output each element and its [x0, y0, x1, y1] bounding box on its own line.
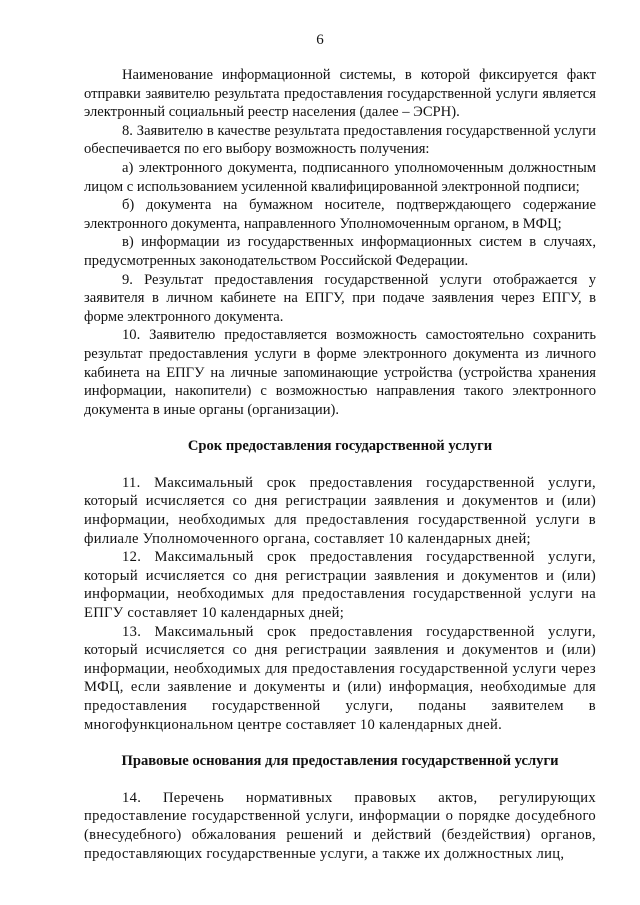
- section-intro: [84, 66, 596, 419]
- paragraph-11: 11. Максимальный срок предоставления государственной услуги, который исчисляется со дня регистрации заявления и документов и (или) информации, необходимых для предоставления государственной услуги в филиале Уполномоченного органа, составляет 10 календарных дней;: [84, 474, 596, 547]
- section-term: [84, 474, 596, 734]
- section-heading-term: Срок предоставления государственной услуги: [187, 438, 493, 455]
- paragraph-8b: б) документа на бумажном носителе, подтверждающего содержание электронного документа, направленного Уполномоченным органом, в МФЦ;: [84, 197, 596, 232]
- paragraph-8a: а) электронного документа, подписанного уполномоченным должностным лицом с использованием усиленной квалифицированной электронной подписи;: [84, 159, 596, 195]
- paragraph-9: 9. Результат предоставления государственной услуги отображается у заявителя в личном кабинете на ЕПГУ, при подаче заявления через ЕПГУ, в форме электронного документа.: [84, 271, 596, 325]
- section-legal: [84, 789, 596, 863]
- paragraph-esrn: Наименование информационной системы, в которой фиксируется факт отправки заявителю результата предоставления государственной услуги является электронный социальный реестр населения (далее – ЭСРН).: [84, 67, 596, 121]
- paragraph-14: 14. Перечень нормативных правовых актов, регулирующих предоставление государственной услуги, информации о порядке досудебного (внесудебного) обжалования решений и действий (бездействия) органов, предоставляющих государственные услуги, а также их должностных лиц,: [84, 789, 596, 862]
- paragraph-8v: в) информации из государственных информационных систем в случаях, предусмотренных законодательством Российской Федерации.: [84, 234, 596, 269]
- page-number: 6: [316, 32, 324, 48]
- section-heading-legal: Правовые основания для предоставления государственной услуги: [121, 753, 559, 770]
- paragraph-12: 12. Максимальный срок предоставления государственной услуги, который исчисляется со дня регистрации заявления и документов и (или) информации, необходимых для предоставления государственной услуги на ЕПГУ составляет 10 календарных дней;: [84, 549, 596, 622]
- paragraph-8: 8. Заявителю в качестве результата предоставления государственной услуги обеспечивается по его выбору возможность получения:: [84, 122, 596, 158]
- document-body: [84, 66, 596, 863]
- paragraph-13: 13. Максимальный срок предоставления государственной услуги, который исчисляется со дня регистрации заявления и документов и (или) информации, необходимых для предоставления государственной услуги через МФЦ, если заявление и документы и (или) информация, необходимые для предоставления государственной услуги, поданы заявителем в многофункциональном центре составляет 10 календарных дней.: [84, 623, 596, 733]
- paragraph-10: 10. Заявителю предоставляется возможность самостоятельно сохранить результат предоставления услуги в форме электронного документа из личного кабинета на ЕПГУ на личные запоминающие устройства (устройства хранения информации, накопители) с возможностью направления такого электронного документа в иные органы (организации).: [84, 327, 596, 418]
